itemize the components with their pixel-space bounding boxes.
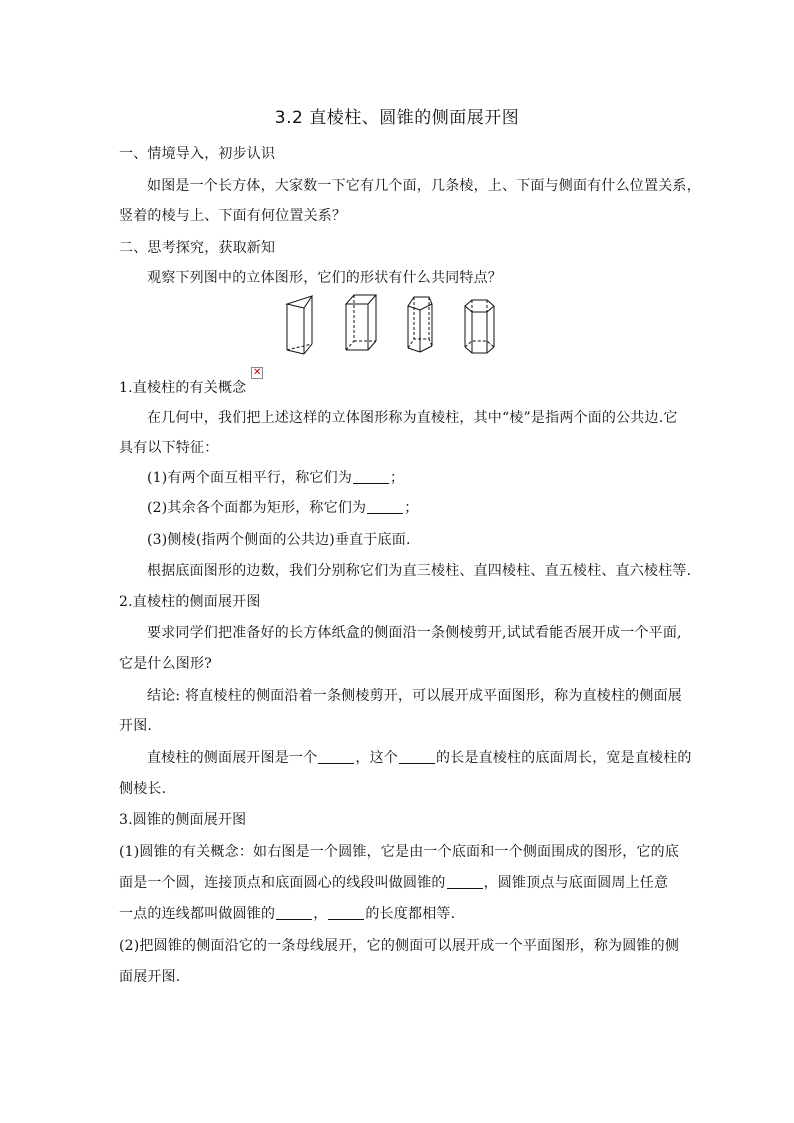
cone-text-b: ，圆锥顶点与底面圆周上任意: [483, 875, 669, 891]
cone-text-d: ，: [313, 906, 328, 922]
answer-blank[interactable]: [276, 905, 312, 920]
conclusion-line-1: 结论: 将直棱柱的侧面沿着一条侧棱剪开，可以展开成平面图形，称为直棱柱的侧面展: [147, 688, 682, 704]
answer-blank[interactable]: [367, 499, 403, 514]
section-heading-1: 一、情境导入，初步认识: [119, 146, 276, 162]
naming-paragraph: 根据底面图形的边数，我们分别称它们为直三棱柱、直四棱柱、直五棱柱、直六棱柱等.: [147, 563, 692, 579]
answer-blank[interactable]: [318, 749, 354, 764]
cone-heading: 3.圆锥的侧面展开图: [119, 812, 247, 828]
cone-unfold-line-2: 面展开图.: [119, 969, 181, 985]
cone-unfold-line-1: (2)把圆锥的侧面沿它的一条母线展开，它的侧面可以展开成一个平面图形，称为圆锥的侧: [119, 938, 680, 954]
unfold-paragraph-line-1: 要求同学们把准备好的长方体纸盒的侧面沿一条侧棱剪开,试试看能否展开成一个平面,: [147, 625, 682, 641]
definition-line-2: 侧棱长.: [119, 781, 167, 797]
feature-3: (3)侧棱(指两个侧面的公共边)垂直于底面.: [147, 532, 411, 548]
feature-2-end: ；: [404, 500, 419, 516]
page-title: 3.2 直棱柱、圆锥的侧面展开图: [274, 108, 520, 128]
answer-blank[interactable]: [328, 905, 364, 920]
definition-text-b: ，这个: [355, 750, 399, 766]
concept-heading: 1.直棱柱的有关概念: [119, 380, 247, 396]
observe-question: 观察下列图中的立体图形，它们的形状有什么共同特点？: [147, 270, 502, 286]
answer-blank[interactable]: [353, 469, 389, 484]
feature-1: [147, 468, 404, 488]
concept-paragraph-line-2: 具有以下特征：: [119, 440, 219, 456]
cone-paragraph-line-1: (1)圆锥的有关概念：如右图是一个圆锥，它是由一个底面和一个侧面围成的图形，它的底: [119, 844, 680, 860]
feature-1-end: ；: [390, 470, 405, 486]
answer-blank[interactable]: [447, 874, 483, 889]
pentagonal-prism-figure: [408, 297, 432, 352]
section-heading-2: 二、思考探究，获取新知: [119, 240, 276, 256]
feature-2-text: (2)其余各个面都为矩形，称它们为: [147, 500, 367, 516]
feature-1-text: (1)有两个面互相平行，称它们为: [147, 470, 353, 486]
cone-paragraph-line-2: [119, 873, 668, 893]
triangular-prism-figure: [287, 296, 312, 354]
definition-text-a: 直棱柱的侧面展开图是一个: [147, 750, 318, 766]
intro-paragraph-line-2: 竖着的棱与上、下面有何位置关系？: [119, 208, 347, 224]
broken-image-icon: ✕: [253, 367, 262, 378]
prism-figures: [282, 292, 522, 356]
cone-text-c: 一点的连线都叫做圆锥的: [119, 906, 276, 922]
intro-paragraph-line-1: 如图是一个长方体，大家数一下它有几个面，几条棱，上、下面与侧面有什么位置关系，: [147, 178, 701, 194]
concept-paragraph-line-1: 在几何中，我们把上述这样的立体图形称为直棱柱，其中“棱”是指两个面的公共边.它: [147, 410, 678, 426]
unfold-heading: 2.直棱柱的侧面展开图: [119, 594, 261, 610]
conclusion-line-2: 开图.: [119, 718, 153, 734]
unfold-paragraph-line-2: 它是什么图形?: [119, 656, 212, 672]
definition-line-1: [147, 748, 692, 768]
feature-2: [147, 498, 418, 518]
cone-text-e: 的长度都相等.: [365, 906, 456, 922]
hexagonal-prism-figure: [465, 300, 494, 353]
cone-paragraph-line-3: [119, 904, 455, 924]
rectangular-prism-figure: [346, 295, 376, 350]
definition-text-c: 的长是直棱柱的底面周长，宽是直棱柱的: [436, 750, 692, 766]
cone-text-a: 面是一个圆，连接顶点和底面圆心的线段叫做圆锥的: [119, 875, 446, 891]
answer-blank[interactable]: [399, 749, 435, 764]
